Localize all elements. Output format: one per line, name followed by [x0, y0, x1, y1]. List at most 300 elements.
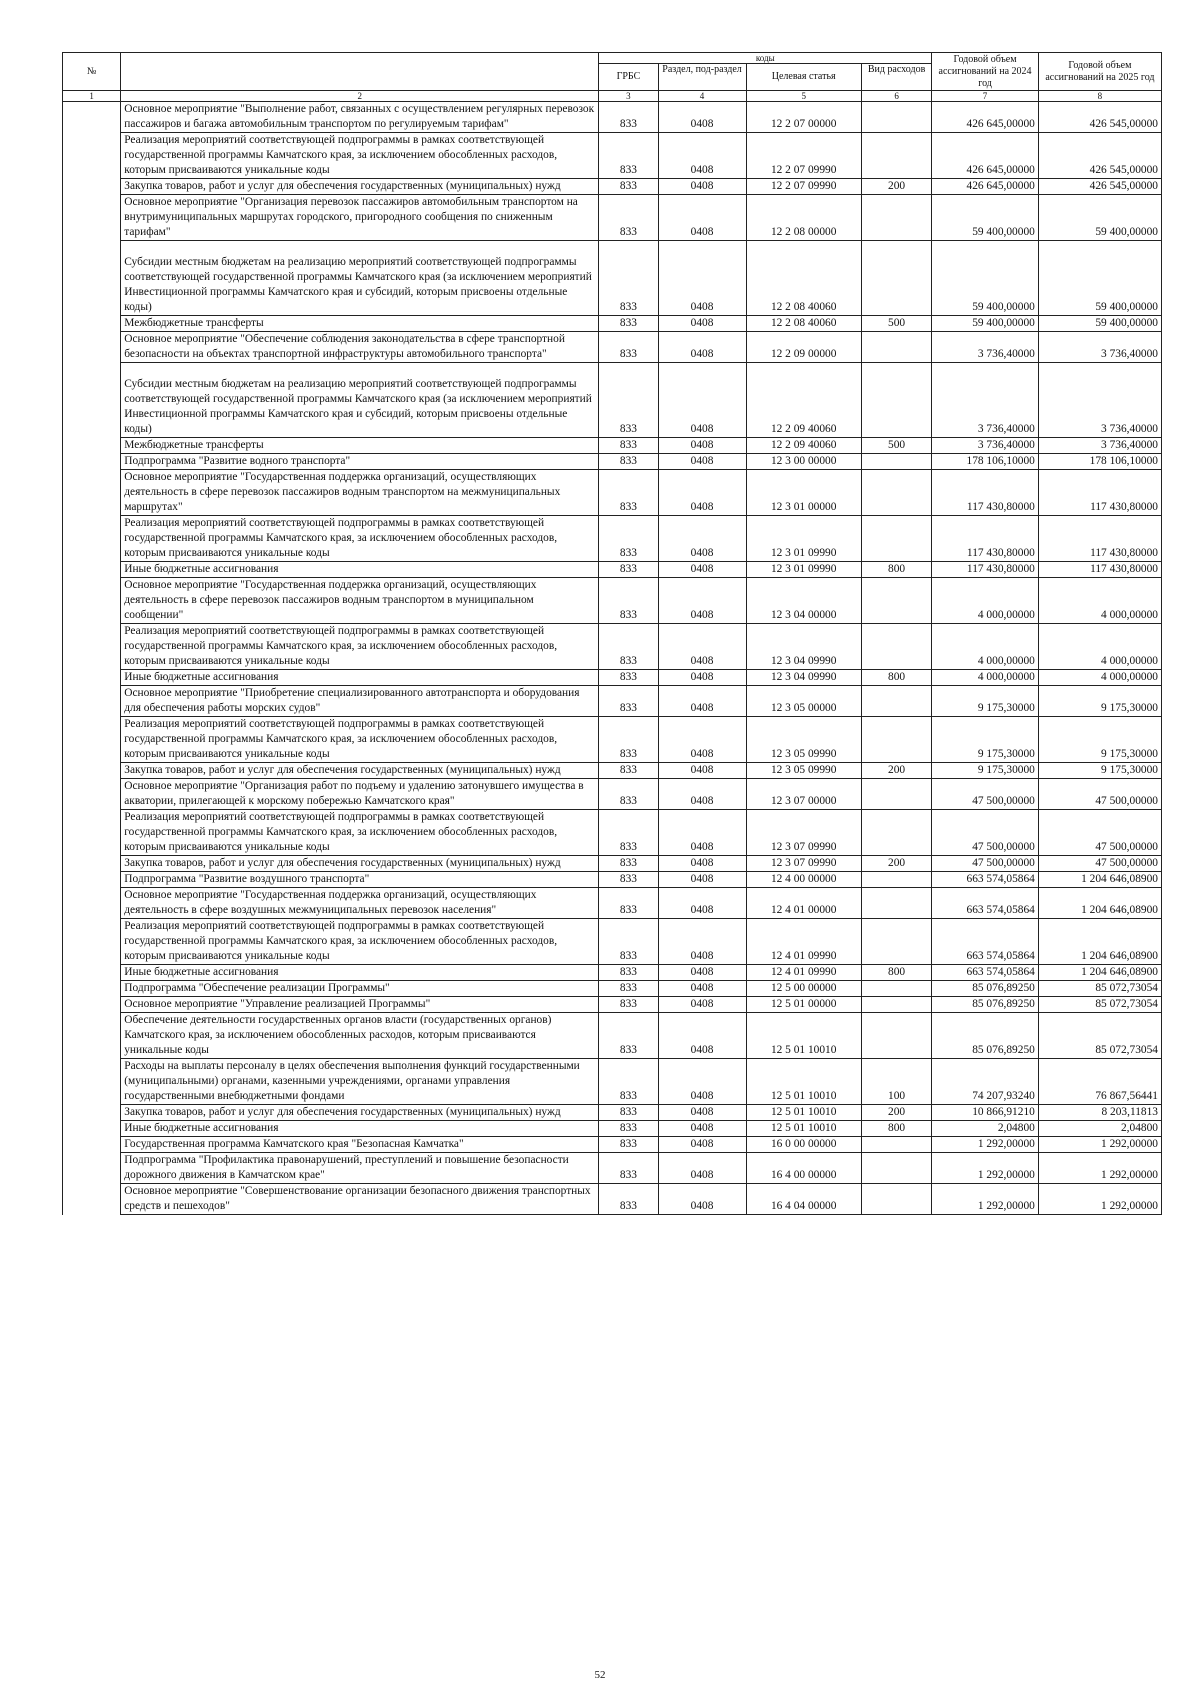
row-section: 0408 [658, 1137, 746, 1153]
table-row [63, 1059, 1162, 1105]
row-name: Реализация мероприятий соответствующей подпрограммы в рамках соответствующей государственной программы Камчатского края, за исключением обособленных расходов, которым присваиваются уникальные коды [121, 919, 599, 965]
row-name: Межбюджетные трансферты [121, 316, 599, 332]
row-name: Подпрограмма "Развитие водного транспорта" [121, 454, 599, 470]
row-target: 16 4 04 00000 [746, 1184, 861, 1215]
row-exp-type [861, 578, 931, 624]
row-vol2025: 59 400,00000 [1038, 316, 1161, 332]
row-name: Основное мероприятие "Организация работ по подъему и удалению затонувшего имущества в акватории, прилегающей к морскому побережью Камчатского края" [121, 779, 599, 810]
row-name: Основное мероприятие "Государственная поддержка организаций, осуществляющих деятельность в сфере перевозок пассажиров водным транспортом на межмуниципальных маршрутах" [121, 470, 599, 516]
row-target: 12 5 01 10010 [746, 1121, 861, 1137]
table-row [63, 670, 1162, 686]
row-grbs: 833 [599, 102, 658, 133]
row-target: 16 4 00 00000 [746, 1153, 861, 1184]
row-grbs: 833 [599, 1137, 658, 1153]
row-grbs: 833 [599, 888, 658, 919]
row-grbs: 833 [599, 1153, 658, 1184]
row-vol2025: 3 736,40000 [1038, 363, 1161, 438]
row-vol2024: 663 574,05864 [932, 888, 1039, 919]
row-target: 12 4 01 00000 [746, 888, 861, 919]
row-vol2024: 74 207,93240 [932, 1059, 1039, 1105]
row-vol2024: 59 400,00000 [932, 316, 1039, 332]
row-target: 12 2 07 09990 [746, 179, 861, 195]
table-row [63, 133, 1162, 179]
row-grbs: 833 [599, 578, 658, 624]
header-vol2024: Годовой объем ассигнований на 2024 год [932, 53, 1039, 91]
budget-table [62, 52, 1162, 1215]
row-name: Расходы на выплаты персоналу в целях обеспечения выполнения функций государственными (муниципальными) органами, казенными учреждениями, органами управления государственными внебюджетными фондами [121, 1059, 599, 1105]
row-vol2024: 10 866,91210 [932, 1105, 1039, 1121]
row-name: Закупка товаров, работ и услуг для обеспечения государственных (муниципальных) нужд [121, 179, 599, 195]
row-target: 12 2 08 40060 [746, 241, 861, 316]
table-row [63, 919, 1162, 965]
row-section: 0408 [658, 965, 746, 981]
row-grbs: 833 [599, 1184, 658, 1215]
header-row-colnums [63, 91, 1162, 102]
row-target: 12 4 01 09990 [746, 919, 861, 965]
row-grbs: 833 [599, 686, 658, 717]
row-num [63, 578, 121, 624]
header-codes: коды [599, 53, 932, 64]
row-num [63, 888, 121, 919]
row-vol2025: 1 292,00000 [1038, 1153, 1161, 1184]
row-num [63, 1059, 121, 1105]
row-vol2024: 59 400,00000 [932, 195, 1039, 241]
table-row [63, 624, 1162, 670]
row-name: Иные бюджетные ассигнования [121, 670, 599, 686]
row-vol2025: 9 175,30000 [1038, 763, 1161, 779]
row-vol2025: 47 500,00000 [1038, 779, 1161, 810]
row-grbs: 833 [599, 332, 658, 363]
row-vol2024: 85 076,89250 [932, 997, 1039, 1013]
row-exp-type [861, 195, 931, 241]
row-exp-type: 100 [861, 1059, 931, 1105]
row-section: 0408 [658, 919, 746, 965]
row-vol2025: 117 430,80000 [1038, 516, 1161, 562]
table-row [63, 179, 1162, 195]
table-row [63, 965, 1162, 981]
colnum-4: 4 [658, 91, 746, 102]
row-grbs: 833 [599, 919, 658, 965]
row-vol2024: 663 574,05864 [932, 965, 1039, 981]
row-vol2024: 9 175,30000 [932, 763, 1039, 779]
row-name: Основное мероприятие "Управление реализацией Программы" [121, 997, 599, 1013]
row-num [63, 1184, 121, 1215]
table-row [63, 363, 1162, 438]
row-name: Подпрограмма "Профилактика правонарушений, преступлений и повышение безопасности дорожного движения в Камчатском крае" [121, 1153, 599, 1184]
row-grbs: 833 [599, 1013, 658, 1059]
row-vol2025: 85 072,73054 [1038, 997, 1161, 1013]
row-section: 0408 [658, 1013, 746, 1059]
row-exp-type [861, 470, 931, 516]
row-section: 0408 [658, 872, 746, 888]
row-exp-type [861, 717, 931, 763]
colnum-1: 1 [63, 91, 121, 102]
row-target: 12 3 07 00000 [746, 779, 861, 810]
row-num [63, 102, 121, 133]
colnum-6: 6 [861, 91, 931, 102]
row-vol2024: 426 645,00000 [932, 133, 1039, 179]
row-name: Закупка товаров, работ и услуг для обеспечения государственных (муниципальных) нужд [121, 763, 599, 779]
table-row [63, 1184, 1162, 1215]
row-target: 12 5 00 00000 [746, 981, 861, 997]
row-target: 12 2 09 00000 [746, 332, 861, 363]
row-num [63, 316, 121, 332]
table-row [63, 779, 1162, 810]
row-target: 12 2 09 40060 [746, 363, 861, 438]
row-name: Субсидии местным бюджетам на реализацию мероприятий соответствующей подпрограммы соответствующей государственной программы Камчатского края (за исключением мероприятий Инвестиционной программы Камчатского края и субсидий, которым присвоены отдельные коды) [121, 363, 599, 438]
row-grbs: 833 [599, 965, 658, 981]
row-grbs: 833 [599, 1105, 658, 1121]
row-num [63, 516, 121, 562]
row-target: 12 3 07 09990 [746, 856, 861, 872]
row-target: 12 2 09 40060 [746, 438, 861, 454]
row-target: 12 3 01 09990 [746, 516, 861, 562]
row-exp-type [861, 1153, 931, 1184]
row-vol2025: 9 175,30000 [1038, 717, 1161, 763]
row-target: 12 3 04 09990 [746, 624, 861, 670]
row-grbs: 833 [599, 454, 658, 470]
row-section: 0408 [658, 102, 746, 133]
table-row [63, 332, 1162, 363]
row-exp-type [861, 102, 931, 133]
table-row [63, 763, 1162, 779]
row-num [63, 763, 121, 779]
row-vol2025: 4 000,00000 [1038, 624, 1161, 670]
row-exp-type [861, 624, 931, 670]
row-target: 12 3 04 00000 [746, 578, 861, 624]
row-target: 12 3 01 09990 [746, 562, 861, 578]
row-vol2024: 3 736,40000 [932, 438, 1039, 454]
row-num [63, 195, 121, 241]
row-target: 12 4 00 00000 [746, 872, 861, 888]
row-section: 0408 [658, 332, 746, 363]
row-target: 12 3 05 09990 [746, 717, 861, 763]
row-exp-type [861, 241, 931, 316]
header-target: Целевая статья [746, 64, 861, 91]
row-vol2025: 426 545,00000 [1038, 102, 1161, 133]
row-vol2024: 1 292,00000 [932, 1137, 1039, 1153]
row-vol2024: 9 175,30000 [932, 717, 1039, 763]
row-section: 0408 [658, 578, 746, 624]
row-vol2024: 117 430,80000 [932, 516, 1039, 562]
row-grbs: 833 [599, 1121, 658, 1137]
row-vol2025: 9 175,30000 [1038, 686, 1161, 717]
row-vol2025: 1 204 646,08900 [1038, 872, 1161, 888]
row-exp-type: 800 [861, 1121, 931, 1137]
row-name: Основное мероприятие "Организация перевозок пассажиров автомобильным транспортом на внутримуниципальных маршрутах городского, пригородного сообщения по сниженным тарифам" [121, 195, 599, 241]
page-number: 52 [594, 1669, 606, 1681]
row-name: Реализация мероприятий соответствующей подпрограммы в рамках соответствующей государственной программы Камчатского края, за исключением обособленных расходов, которым присваиваются уникальные коды [121, 717, 599, 763]
row-num [63, 1121, 121, 1137]
row-vol2024: 117 430,80000 [932, 562, 1039, 578]
row-num [63, 686, 121, 717]
row-num [63, 981, 121, 997]
row-name: Реализация мероприятий соответствующей подпрограммы в рамках соответствующей государственной программы Камчатского края, за исключением обособленных расходов, которым присваиваются уникальные коды [121, 810, 599, 856]
row-vol2025: 426 545,00000 [1038, 179, 1161, 195]
row-vol2024: 117 430,80000 [932, 470, 1039, 516]
row-vol2024: 663 574,05864 [932, 872, 1039, 888]
table-row [63, 717, 1162, 763]
row-grbs: 833 [599, 1059, 658, 1105]
row-target: 12 4 01 09990 [746, 965, 861, 981]
row-vol2025: 117 430,80000 [1038, 470, 1161, 516]
row-section: 0408 [658, 316, 746, 332]
row-name: Обеспечение деятельности государственных органов власти (государственных органов) Камчатского края, за исключением обособленных расходов, которым присваиваются уникальные коды [121, 1013, 599, 1059]
row-name: Межбюджетные трансферты [121, 438, 599, 454]
row-section: 0408 [658, 856, 746, 872]
row-num [63, 133, 121, 179]
row-target: 12 5 01 10010 [746, 1059, 861, 1105]
row-grbs: 833 [599, 516, 658, 562]
table-row [63, 562, 1162, 578]
row-num [63, 1105, 121, 1121]
row-grbs: 833 [599, 470, 658, 516]
colnum-3: 3 [599, 91, 658, 102]
row-section: 0408 [658, 438, 746, 454]
row-exp-type [861, 363, 931, 438]
row-section: 0408 [658, 1184, 746, 1215]
row-vol2025: 117 430,80000 [1038, 562, 1161, 578]
row-num [63, 670, 121, 686]
row-vol2025: 85 072,73054 [1038, 1013, 1161, 1059]
table-row [63, 856, 1162, 872]
row-vol2025: 47 500,00000 [1038, 810, 1161, 856]
row-name: Реализация мероприятий соответствующей подпрограммы в рамках соответствующей государственной программы Камчатского края, за исключением обособленных расходов, которым присваиваются уникальные коды [121, 516, 599, 562]
row-num [63, 363, 121, 438]
header-grbs: ГРБС [599, 64, 658, 91]
row-vol2025: 47 500,00000 [1038, 856, 1161, 872]
row-exp-type: 500 [861, 438, 931, 454]
row-grbs: 833 [599, 856, 658, 872]
row-section: 0408 [658, 888, 746, 919]
row-grbs: 833 [599, 779, 658, 810]
row-num [63, 872, 121, 888]
row-vol2025: 59 400,00000 [1038, 195, 1161, 241]
row-vol2024: 85 076,89250 [932, 981, 1039, 997]
row-exp-type: 200 [861, 856, 931, 872]
header-vol2025: Годовой объем ассигнований на 2025 год [1038, 53, 1161, 91]
row-num [63, 919, 121, 965]
row-vol2024: 4 000,00000 [932, 670, 1039, 686]
header-exp-type: Вид расходов [861, 64, 931, 91]
table-row [63, 981, 1162, 997]
row-exp-type: 800 [861, 670, 931, 686]
row-grbs: 833 [599, 763, 658, 779]
row-vol2025: 76 867,56441 [1038, 1059, 1161, 1105]
row-num [63, 1137, 121, 1153]
row-exp-type [861, 133, 931, 179]
row-num [63, 438, 121, 454]
row-exp-type [861, 919, 931, 965]
row-grbs: 833 [599, 624, 658, 670]
table-row [63, 316, 1162, 332]
row-section: 0408 [658, 179, 746, 195]
row-exp-type: 800 [861, 562, 931, 578]
row-target: 12 2 07 00000 [746, 102, 861, 133]
row-section: 0408 [658, 670, 746, 686]
row-name: Иные бюджетные ассигнования [121, 1121, 599, 1137]
table-row [63, 1105, 1162, 1121]
row-exp-type [861, 1013, 931, 1059]
row-name: Реализация мероприятий соответствующей подпрограммы в рамках соответствующей государственной программы Камчатского края, за исключением обособленных расходов, которым присваиваются уникальные коды [121, 133, 599, 179]
row-num [63, 1153, 121, 1184]
row-vol2024: 47 500,00000 [932, 856, 1039, 872]
row-vol2025: 1 204 646,08900 [1038, 919, 1161, 965]
row-vol2024: 4 000,00000 [932, 578, 1039, 624]
table-row [63, 1153, 1162, 1184]
row-section: 0408 [658, 195, 746, 241]
row-vol2025: 3 736,40000 [1038, 332, 1161, 363]
row-exp-type [861, 686, 931, 717]
row-vol2025: 1 292,00000 [1038, 1137, 1161, 1153]
row-grbs: 833 [599, 195, 658, 241]
row-vol2024: 426 645,00000 [932, 179, 1039, 195]
row-section: 0408 [658, 763, 746, 779]
row-vol2024: 2,04800 [932, 1121, 1039, 1137]
row-num [63, 856, 121, 872]
header-row-codes [63, 53, 1162, 64]
row-exp-type [861, 1137, 931, 1153]
row-vol2024: 3 736,40000 [932, 363, 1039, 438]
row-section: 0408 [658, 779, 746, 810]
row-vol2025: 426 545,00000 [1038, 133, 1161, 179]
row-target: 12 3 00 00000 [746, 454, 861, 470]
header-num: № [63, 53, 121, 91]
table-row [63, 454, 1162, 470]
row-grbs: 833 [599, 179, 658, 195]
row-num [63, 965, 121, 981]
row-vol2025: 8 203,11813 [1038, 1105, 1161, 1121]
row-vol2024: 47 500,00000 [932, 810, 1039, 856]
table-row [63, 997, 1162, 1013]
row-exp-type [861, 1184, 931, 1215]
header-name-blank [121, 53, 599, 91]
row-vol2025: 85 072,73054 [1038, 981, 1161, 997]
row-grbs: 833 [599, 981, 658, 997]
row-vol2025: 59 400,00000 [1038, 241, 1161, 316]
table-row [63, 1137, 1162, 1153]
row-name: Подпрограмма "Развитие воздушного транспорта" [121, 872, 599, 888]
row-name: Закупка товаров, работ и услуг для обеспечения государственных (муниципальных) нужд [121, 856, 599, 872]
row-section: 0408 [658, 1105, 746, 1121]
header-section: Раздел, под-раздел [658, 64, 746, 91]
row-vol2025: 1 292,00000 [1038, 1184, 1161, 1215]
row-target: 16 0 00 00000 [746, 1137, 861, 1153]
row-vol2024: 1 292,00000 [932, 1184, 1039, 1215]
row-exp-type [861, 872, 931, 888]
row-section: 0408 [658, 686, 746, 717]
row-section: 0408 [658, 1059, 746, 1105]
row-grbs: 833 [599, 872, 658, 888]
row-target: 12 5 01 10010 [746, 1013, 861, 1059]
row-vol2025: 2,04800 [1038, 1121, 1161, 1137]
row-section: 0408 [658, 981, 746, 997]
row-target: 12 2 07 09990 [746, 133, 861, 179]
row-name: Основное мероприятие "Государственная поддержка организаций, осуществляющих деятельность в сфере перевозок пассажиров водным транспортом в муниципальном сообщении" [121, 578, 599, 624]
row-num [63, 997, 121, 1013]
row-name: Государственная программа Камчатского края "Безопасная Камчатка" [121, 1137, 599, 1153]
row-name: Основное мероприятие "Обеспечение соблюдения законодательства в сфере транспортной безопасности на объектах транспортной инфраструктуры автомобильного транспорта" [121, 332, 599, 363]
row-target: 12 5 01 10010 [746, 1105, 861, 1121]
row-vol2024: 3 736,40000 [932, 332, 1039, 363]
row-exp-type [861, 888, 931, 919]
row-num [63, 1013, 121, 1059]
row-section: 0408 [658, 470, 746, 516]
row-vol2025: 4 000,00000 [1038, 578, 1161, 624]
row-name: Субсидии местным бюджетам на реализацию мероприятий соответствующей подпрограммы соответствующей государственной программы Камчатского края (за исключением мероприятий Инвестиционной программы Камчатского края и субсидий, которым присвоены отдельные коды) [121, 241, 599, 316]
row-section: 0408 [658, 133, 746, 179]
row-num [63, 810, 121, 856]
row-exp-type [861, 997, 931, 1013]
table-row [63, 1013, 1162, 1059]
row-grbs: 833 [599, 562, 658, 578]
row-exp-type: 200 [861, 1105, 931, 1121]
row-num [63, 470, 121, 516]
table-row [63, 241, 1162, 316]
row-exp-type [861, 516, 931, 562]
row-exp-type [861, 454, 931, 470]
table-body [63, 102, 1162, 1215]
row-grbs: 833 [599, 438, 658, 454]
row-vol2025: 3 736,40000 [1038, 438, 1161, 454]
row-grbs: 833 [599, 810, 658, 856]
row-name: Подпрограмма "Обеспечение реализации Программы" [121, 981, 599, 997]
row-vol2024: 1 292,00000 [932, 1153, 1039, 1184]
row-vol2024: 85 076,89250 [932, 1013, 1039, 1059]
row-exp-type: 200 [861, 763, 931, 779]
row-section: 0408 [658, 1153, 746, 1184]
row-target: 12 3 07 09990 [746, 810, 861, 856]
colnum-5: 5 [746, 91, 861, 102]
row-vol2024: 178 106,10000 [932, 454, 1039, 470]
row-section: 0408 [658, 624, 746, 670]
row-section: 0408 [658, 363, 746, 438]
row-target: 12 3 05 00000 [746, 686, 861, 717]
row-exp-type: 200 [861, 179, 931, 195]
table-row [63, 438, 1162, 454]
row-num [63, 241, 121, 316]
row-target: 12 3 01 00000 [746, 470, 861, 516]
table-row [63, 686, 1162, 717]
row-section: 0408 [658, 241, 746, 316]
row-vol2024: 59 400,00000 [932, 241, 1039, 316]
row-name: Основное мероприятие "Выполнение работ, связанных с осуществлением регулярных перевозок пассажиров и багажа автомобильным транспортом по регулируемым тарифам" [121, 102, 599, 133]
row-num [63, 779, 121, 810]
row-exp-type [861, 981, 931, 997]
row-vol2024: 47 500,00000 [932, 779, 1039, 810]
row-grbs: 833 [599, 363, 658, 438]
table-row [63, 470, 1162, 516]
row-vol2025: 178 106,10000 [1038, 454, 1161, 470]
row-name: Закупка товаров, работ и услуг для обеспечения государственных (муниципальных) нужд [121, 1105, 599, 1121]
row-name: Основное мероприятие "Совершенствование организации безопасного движения транспортных средств и пешеходов" [121, 1184, 599, 1215]
colnum-8: 8 [1038, 91, 1161, 102]
colnum-2: 2 [121, 91, 599, 102]
row-exp-type [861, 332, 931, 363]
row-vol2024: 9 175,30000 [932, 686, 1039, 717]
row-num [63, 717, 121, 763]
table-row [63, 888, 1162, 919]
row-vol2025: 4 000,00000 [1038, 670, 1161, 686]
row-name: Основное мероприятие "Государственная поддержка организаций, осуществляющих деятельность в сфере воздушных межмуниципальных перевозок населения" [121, 888, 599, 919]
row-num [63, 562, 121, 578]
table-row [63, 578, 1162, 624]
row-grbs: 833 [599, 241, 658, 316]
row-name: Реализация мероприятий соответствующей подпрограммы в рамках соответствующей государственной программы Камчатского края, за исключением обособленных расходов, которым присваиваются уникальные коды [121, 624, 599, 670]
table-row [63, 102, 1162, 133]
row-section: 0408 [658, 454, 746, 470]
colnum-7: 7 [932, 91, 1039, 102]
